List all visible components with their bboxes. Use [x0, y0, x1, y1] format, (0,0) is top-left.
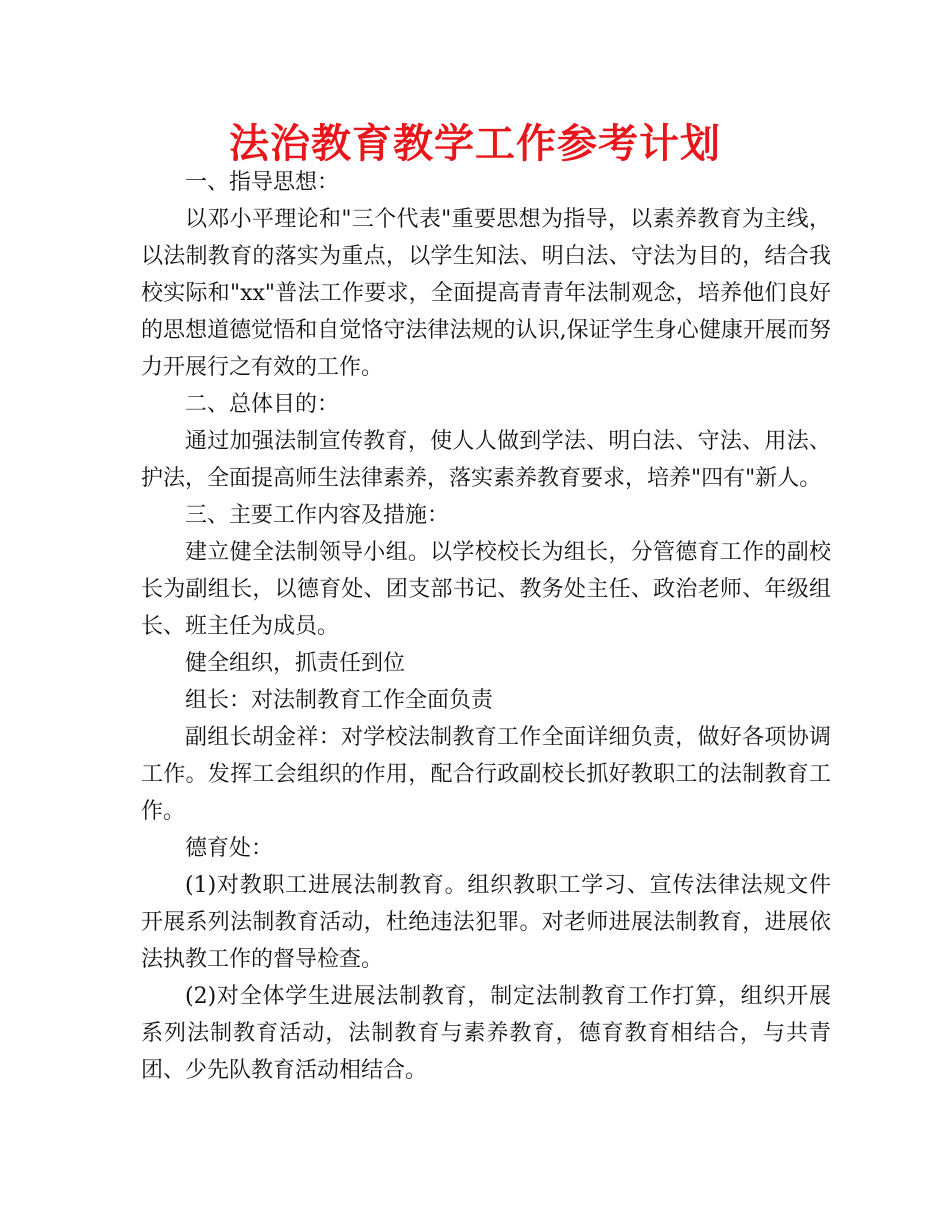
paragraph-deputy-leader: 副组长胡金祥：对学校法制教育工作全面详细负责，做好各项协调工作。发挥工会组织的作用，配合行政副校长抓好教职工的法制教育工作。 — [141, 725, 831, 824]
heading-overall-goal: 二、总体目的： — [185, 392, 340, 417]
paragraph-leadership-group: 建立健全法制领导小组。以学校校长为组长，分管德育工作的副校长为副组长，以德育处、团支部书记、教务处主任、政治老师、年级组长、班主任为成员。 — [141, 540, 831, 639]
paragraph-overall-goal: 通过加强法制宣传教育，使人人做到学法、明白法、守法、用法、护法，全面提高师生法律素养，落实素养教育要求，培养"四有"新人。 — [141, 429, 831, 491]
paragraph-group-leader: 组长：对法制教育工作全面负责 — [185, 688, 494, 713]
document-title: 法治教育教学工作参考计划 — [229, 121, 721, 167]
paragraph-organization: 健全组织，抓责任到位 — [185, 651, 406, 676]
heading-main-work: 三、主要工作内容及措施： — [185, 503, 450, 528]
document-body — [141, 164, 831, 1089]
heading-moral-education-office: 德育处： — [185, 836, 274, 861]
heading-guiding-ideology: 一、指导思想： — [185, 170, 340, 195]
paragraph-guiding-ideology: 以邓小平理论和"三个代表"重要思想为指导，以素养教育为主线，以法制教育的落实为重点，以学生知法、明白法、守法为目的，结合我校实际和"xx"普法工作要求，全面提高青青年法制观念，培养他们良好的思想道德觉悟和自觉恪守法律法规的认识,保证学生身心健康开展而努力开展行之有效的工作。 — [141, 207, 831, 380]
paragraph-item-1: (1)对教职工进展法制教育。组织教职工学习、宣传法律法规文件开展系列法制教育活动，杜绝违法犯罪。对老师进展法制教育，进展依法执教工作的督导检查。 — [141, 873, 831, 972]
paragraph-item-2: (2)对全体学生进展法制教育，制定法制教育工作打算，组织开展系列法制教育活动，法制教育与素养教育，德育教育相结合，与共青团、少先队教育活动相结合。 — [141, 984, 831, 1083]
